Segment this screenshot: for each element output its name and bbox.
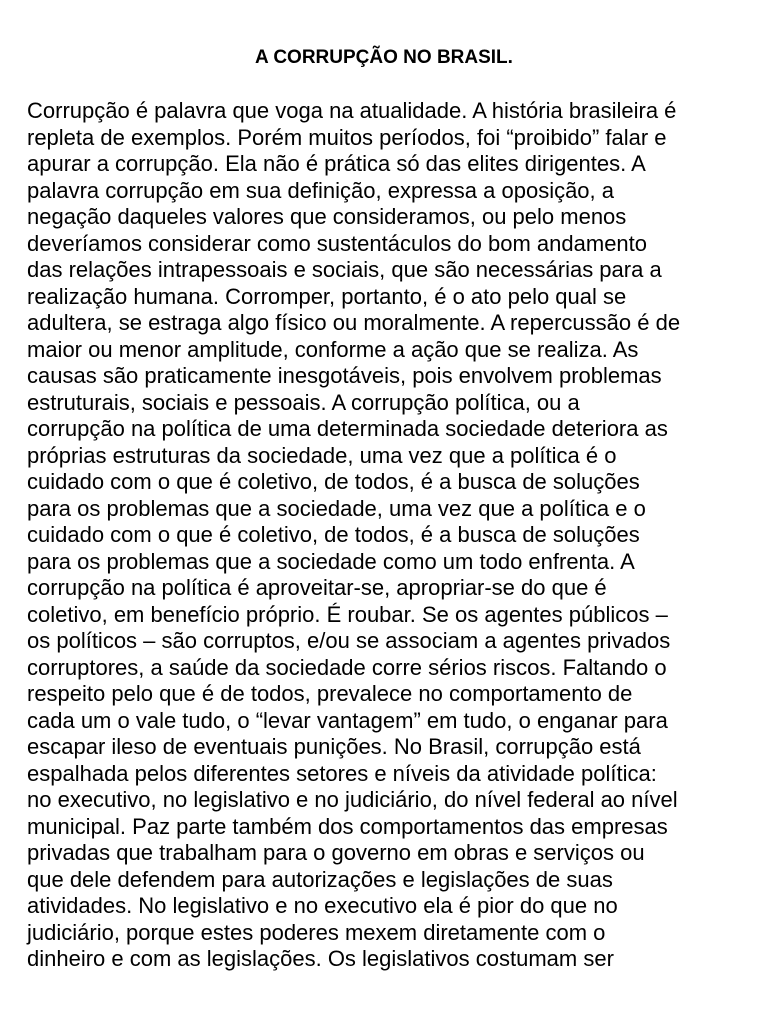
text-line: estruturais, sociais e pessoais. A corrupção política, ou a xyxy=(27,389,580,415)
text-line: municipal. Paz parte também dos comportamentos das empresas xyxy=(27,813,668,839)
text-line: os políticos – são corruptos, e/ou se associam a agentes privados xyxy=(27,628,671,653)
text-line: maior ou menor amplitude, conforme a ação que se realiza. As xyxy=(27,336,639,362)
text-line: corrupção na política é aproveitar-se, apropriar-se do que é xyxy=(27,575,607,600)
text-line: no executivo, no legislativo e no judiciário, do nível federal ao nível xyxy=(27,787,678,812)
text-line: cuidado com o que é coletivo, de todos, é a busca de soluções xyxy=(27,522,640,547)
text-line: próprias estruturas da sociedade, uma vez que a política é o xyxy=(27,442,617,468)
text-line: negação daqueles valores que consideramos, ou pelo menos xyxy=(27,204,627,229)
text-line: para os problemas que a sociedade como um todo enfrenta. A xyxy=(27,548,635,574)
text-line: corruptores, a saúde da sociedade corre sérios riscos. Faltando o xyxy=(27,654,667,680)
document-title: A CORRUPÇÃO NO BRASIL. xyxy=(255,47,513,68)
text-line: Corrupção é palavra que voga na atualidade. A história brasileira é xyxy=(27,98,677,123)
text-line: palavra corrupção em sua definição, expressa a oposição, a xyxy=(27,177,615,203)
text-line: escapar ileso de eventuais punições. No Brasil, corrupção está xyxy=(27,734,641,759)
text-line: coletivo, em benefício próprio. É roubar. Se os agentes públicos – xyxy=(27,601,668,627)
text-line: atividades. No legislativo e no executivo ela é pior do que no xyxy=(27,893,618,918)
document-body xyxy=(27,98,747,973)
text-line: das relações intrapessoais e sociais, que são necessárias para a xyxy=(27,257,662,282)
text-line: apurar a corrupção. Ela não é prática só das elites dirigentes. A xyxy=(27,151,646,176)
text-line: dinheiro e com as legislações. Os legislativos costumam ser xyxy=(27,946,614,971)
text-line: cada um o vale tudo, o “levar vantagem” em tudo, o enganar para xyxy=(27,707,668,733)
text-line: deveríamos considerar como sustentáculos do bom andamento xyxy=(27,230,648,256)
text-line: privadas que trabalham para o governo em obras e serviços ou xyxy=(27,840,645,865)
text-line: espalhada pelos diferentes setores e níveis da atividade política: xyxy=(27,760,657,786)
text-line: causas são praticamente inesgotáveis, pois envolvem problemas xyxy=(27,363,662,388)
text-line: respeito pelo que é de todos, prevalece no comportamento de xyxy=(27,681,633,706)
text-line: para os problemas que a sociedade, uma vez que a política e o xyxy=(27,495,646,521)
text-line: judiciário, porque estes poderes mexem diretamente com o xyxy=(27,919,606,945)
text-line: cuidado com o que é coletivo, de todos, é a busca de soluções xyxy=(27,469,640,494)
text-line: que dele defendem para autorizações e legislações de suas xyxy=(27,866,613,892)
text-line: repleta de exemplos. Porém muitos períodos, foi “proibido” falar e xyxy=(27,124,667,150)
text-line: corrupção na política de uma determinada sociedade deteriora as xyxy=(27,416,668,441)
text-line: realização humana. Corromper, portanto, é o ato pelo qual se xyxy=(27,283,627,309)
text-line: adultera, se estraga algo físico ou moralmente. A repercussão é de xyxy=(27,310,681,335)
